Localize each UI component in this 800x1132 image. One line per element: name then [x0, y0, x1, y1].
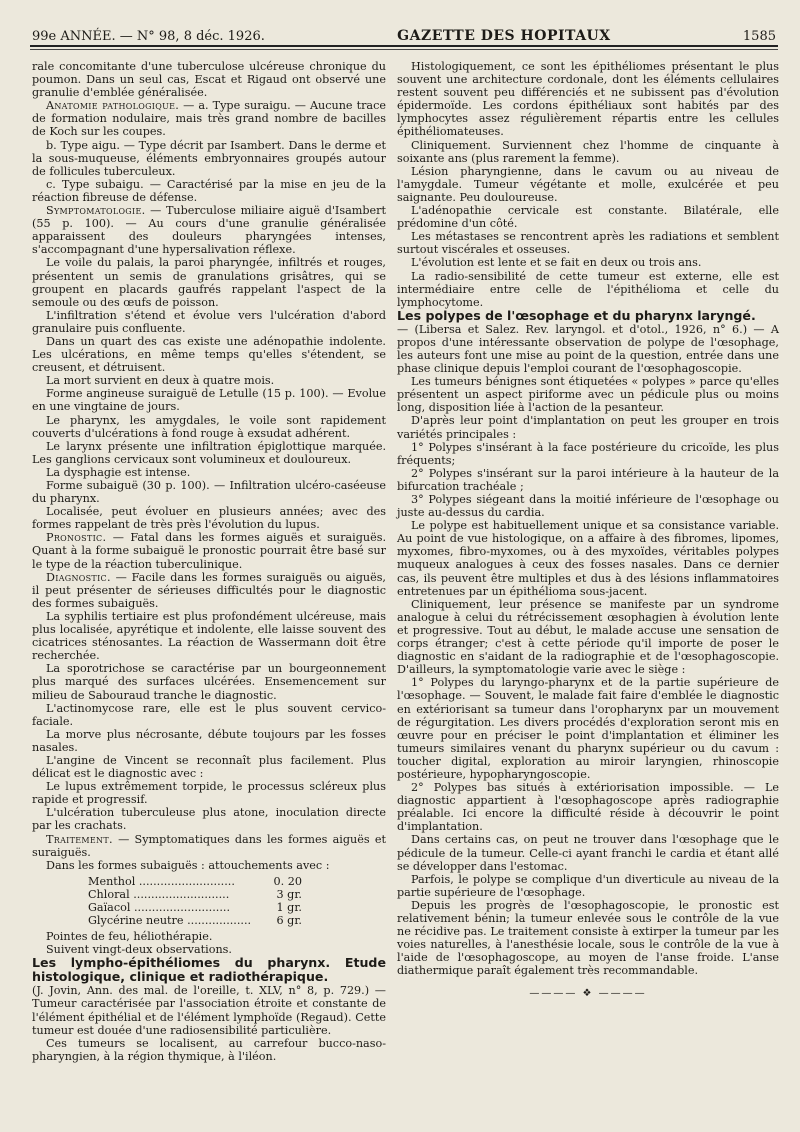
section-label: Traitement. — [46, 832, 113, 846]
paragraph: La syphilis tertiaire est plus profondément ulcéreuse, mais plus localisée, apyrétique et indolente, elle laisse souvent des cicatrices sténosantes. La réaction de Wassermann doit être recherchée. — [32, 609, 386, 663]
paragraph: Cliniquement, leur présence se manifeste par un syndrome analogue à celui du rétrécissement œsophagien à évolution lente et progressive. Tout au début, le malade accuse une sensation de corps étranger; c'est à cette période qu'il importe de poser le diagnostic en s'aidant de la radiographie et de l'œsophagoscopie. D'ailleurs, la symptomatologie varie avec le siège : — [397, 597, 779, 677]
paragraph: Pronostic. — Fatal dans les formes aiguës et suraiguës. Quant à la forme subaiguë le pronostic pourrait être basé sur le type de la réaction tuberculinique. — [32, 531, 386, 571]
recipe-ingredient: Menthol ........................... — [88, 874, 235, 888]
recipe-ingredient: Glycérine neutre .................. — [88, 914, 252, 928]
right-column — [397, 60, 779, 1001]
section-label: Diagnostic. — [46, 570, 111, 584]
paragraph: Le voile du palais, la paroi pharyngée, infiltrés et rouges, présentent un semis de granulations grisâtres, qui se groupent en placards gaufrés rappelant l'aspect de la semoule ou des œufs de poisson. — [32, 256, 386, 309]
end-ornament: ———— ❖ ———— — [529, 988, 647, 1000]
recipe-row — [88, 914, 302, 927]
paragraph: b. Type aigu. — Type décrit par Isambert. Dans le derme et la sous-muqueuse, éléments embryonnaires groupés autour de follicules tuberculeux. — [32, 138, 386, 178]
issue-info: 99e ANNÉE. — N° 98, 8 déc. 1926. — [32, 29, 265, 44]
header-rule-thin — [30, 49, 778, 50]
recipe-row — [88, 888, 302, 901]
paragraph: Le polype est habituellement unique et sa consistance variable. Au point de vue histologique, on a affaire à des fibromes, lipomes, myxomes, fibro-myxomes, ou à des myxoïdes, véritables polypes muqueux analogues à ceux des fosses nasales. Dans ce dernier cas, ils peuvent être multiples et dus à des lésions inflammatoires entretenues par un épithélioma sous-jacent. — [397, 519, 779, 598]
recipe-ingredient: Chloral ........................... — [88, 887, 230, 901]
article-heading: Les polypes de l'œsophage et du pharynx laryngé. — [397, 307, 756, 323]
page-header — [32, 16, 776, 44]
paragraph: L'adénopathie cervicale est constante. Bilatérale, elle prédomine d'un côté. — [397, 204, 779, 231]
paragraph: L'actinomycose rare, elle est le plus souvent cervico-faciale. — [32, 701, 386, 728]
paragraph: Diagnostic. — Facile dans les formes suraiguës ou aiguës, il peut présenter de sérieuses difficultés pour le diagnostic des formes subaiguës. — [32, 570, 386, 610]
paragraph: Cliniquement. Surviennent chez l'homme de cinquante à soixante ans (plus rarement la femme). — [397, 138, 779, 165]
paragraph: Histologiquement, ce sont les épithéliomes présentant le plus souvent une architecture cordonale, dont les éléments cellulaires restent souvent peu différenciés et ne subissent pas d'évolution épidermoïde. Les cordons épithéliaux sont habités par des lymphocytes assez régulièrement répartis entre les cellules épithéliomateuses. — [397, 60, 779, 139]
paragraph: Forme subaiguë (30 p. 100). — Infiltration ulcéro-caséeuse du pharynx. — [32, 479, 386, 506]
paragraph: Le lupus extrêmement torpide, le processus scléreux plus rapide et progressif. — [32, 780, 386, 807]
paragraph: La mort survient en deux à quatre mois. — [46, 374, 275, 388]
recipe-row — [88, 901, 302, 914]
recipe-quantity: 3 gr. — [276, 887, 302, 901]
section-label: Symptomatologie. — [46, 204, 146, 218]
paragraph: Le larynx présente une infiltration épiglottique marquée. Les ganglions cervicaux sont volumineux et douloureux. — [32, 439, 386, 466]
article-heading: Les lympho-épithéliomes du pharynx. Etude histologique, clinique et radiothérapique. — [32, 955, 386, 985]
paragraph: 2° Polypes bas situés à extériorisation impossible. — Le diagnostic appartient à l'œsophagoscope après radiographie préalable. Ici encore la difficulté réside à découvrir le point d'implantation. — [397, 781, 779, 834]
paragraph: D'après leur point d'implantation on peut les grouper en trois variétés principales : — [397, 414, 779, 441]
paragraph: Depuis les progrès de l'œsophagoscopie, le pronostic est relativement bénin; la tumeur enlevée sous le contrôle de la vue ne récidive pas. Le traitement consiste à extirper la tumeur par les voies naturelles, à l'anesthésie locale, sous le contrôle de la vue à l'aide de l'œsophagoscope, au moyen de l'anse froide. L'anse diathermique paraît également très recommandable. — [397, 898, 779, 978]
recipe-quantity: 1 gr. — [276, 901, 302, 914]
paragraph: Anatomie pathologique. — a. Type suraigu. — Aucune trace de formation nodulaire, mais très grand nombre de bacilles de Koch sur les coupes. — [32, 99, 386, 139]
paragraph: L'évolution est lente et se fait en deux ou trois ans. — [411, 256, 702, 270]
paragraph: La dysphagie est intense. — [46, 465, 191, 479]
paragraph: 3° Polypes siégeant dans la moitié inférieure de l'œsophage ou juste au-dessus du cardia. — [397, 493, 779, 520]
paragraph: rale concomitante d'une tuberculose ulcéreuse chronique du poumon. Dans un seul cas, Escat et Rigaud ont observé une granulie d'emblée généralisée. — [32, 60, 386, 100]
paragraph: L'infiltration s'étend et évolue vers l'ulcération d'abord granulaire puis confluente. — [32, 308, 386, 335]
paragraph: Suivent vingt-deux observations. — [46, 943, 232, 957]
page-number: 1585 — [742, 29, 776, 44]
paragraph: La morve plus nécrosante, débute toujours par les fosses nasales. — [32, 727, 386, 754]
paragraph: c. Type subaigu. — Caractérisé par la mise en jeu de la réaction fibreuse de défense. — [32, 177, 386, 204]
paragraph: 1° Polypes s'insérant à la face postérieure du cricoïde, les plus fréquents; — [397, 440, 779, 467]
recipe-quantity: 6 gr. — [276, 914, 302, 928]
paragraph: Pointes de feu, héliothérapie. — [46, 930, 213, 944]
paragraph: Les métastases se rencontrent après les radiations et semblent surtout viscérales et osseuses. — [397, 230, 779, 257]
paragraph: La radio-sensibilité de cette tumeur est externe, elle est intermédiaire entre celle de l'épithélioma et celle du lymphocytome. — [397, 269, 779, 309]
paragraph: Le pharynx, les amygdales, le voile sont rapidement couverts d'ulcérations à fond rouge à exsudat adhérent. — [32, 413, 386, 440]
paragraph: — (Libersa et Salez. Rev. laryngol. et d'otol., 1926, n° 6.) — A propos d'une intéressante observation de polype de l'œsophage, les auteurs font une mise au point de la question, entrée dans une phase clinique depuis l'emploi courant de l'œsophagoscopie. — [397, 322, 779, 376]
paragraph: Traitement. — Symptomatiques dans les formes aiguës et suraiguës. — [32, 832, 386, 859]
paragraph: Parfois, le polype se complique d'un diverticule au niveau de la partie supérieure de l'œsophage. — [397, 872, 779, 899]
header-rule — [30, 45, 778, 47]
section-label: Anatomie pathologique. — [46, 99, 180, 113]
paragraph: (J. Jovin, Ann. des mal. de l'oreille, t. XLV, n° 8, p. 729.) — Tumeur caractérisée par l'association étroite et constante de l'élément épithélial et de l'élément lymphoïde (Regaud). Cette tumeur est douée d'une radiosensibilité particulière. — [32, 984, 386, 1037]
paragraph: Les tumeurs bénignes sont étiquetées « polypes » parce qu'elles présentent un aspect piriforme avec un pédicule plus ou moins long, disposition liée à l'action de la pesanteur. — [397, 375, 779, 415]
section-label: Pronostic. — [46, 531, 107, 545]
recipe-ingredient: Gaïacol ........................... — [88, 901, 231, 914]
paragraph: Lésion pharyngienne, dans le cavum ou au niveau de l'amygdale. Tumeur végétante et molle, exulcérée et peu saignante. Peu douloureuse. — [397, 164, 779, 204]
recipe-quantity: 0. 20 — [273, 874, 302, 888]
paragraph: Ces tumeurs se localisent, au carrefour bucco-naso-pharyngien, à la région thymique, à l'iléon. — [32, 1036, 386, 1063]
paragraph: Symptomatologie. — Tuberculose miliaire aiguë d'Isambert (55 p. 100). — Au cours d'une granulie généralisée apparaissent des douleurs pharyngées intenses, s'accompagnant d'une hypersalivation réflexe. — [32, 204, 386, 257]
paragraph: La sporotrichose se caractérise par un bourgeonnement plus marqué des surfaces ulcérées. Ensemencement sur milieu de Sabouraud tranche le diagnostic. — [32, 662, 386, 702]
paragraph: Forme angineuse suraiguë de Letulle (15 p. 100). — Evolue en une vingtaine de jours. — [32, 387, 386, 414]
paragraph: Dans un quart des cas existe une adénopathie indolente. Les ulcérations, en même temps qu'elles s'étendent, se creusent, et détruisent. — [32, 334, 386, 375]
paragraph: 1° Polypes du laryngo-pharynx et de la partie supérieure de l'œsophage. — Souvent, le malade fait faire d'emblée le diagnostic en extériorisant sa tumeur dans l'oropharynx par un mouvement de régurgitation. Les divers procédés d'exploration seront mis en œuvre pour en préciser le point d'implantation et éliminer les tumeurs similaires venant du pharynx supérieur ou du cavum : toucher digital, exploration au miroir laryngien, rhinoscopie postérieure, hypopharyngoscopie. — [397, 676, 779, 781]
paragraph: 2° Polypes s'insérant sur la paroi intérieure à la hauteur de la bifurcation trachéale ; — [397, 466, 779, 493]
paragraph: L'angine de Vincent se reconnaît plus facilement. Plus délicat est le diagnostic avec : — [32, 753, 386, 781]
paragraph: Localisée, peut évoluer en plusieurs années; avec des formes rappelant de très près l'évolution du lupus. — [32, 505, 386, 532]
left-column — [32, 60, 386, 1063]
recipe-row — [88, 875, 302, 888]
journal-title: GAZETTE DES HOPITAUX — [397, 28, 611, 44]
paragraph: Dans certains cas, on peut ne trouver dans l'œsophage que le pédicule de la tumeur. Celle-ci ayant franchi le cardia et étant allé se développer dans l'estomac. — [397, 833, 779, 873]
paragraph: Dans les formes subaiguës : attouchements avec : — [46, 858, 330, 872]
recipe-table — [88, 875, 302, 927]
paragraph: L'ulcération tuberculeuse plus atone, inoculation directe par les crachats. — [32, 806, 386, 833]
